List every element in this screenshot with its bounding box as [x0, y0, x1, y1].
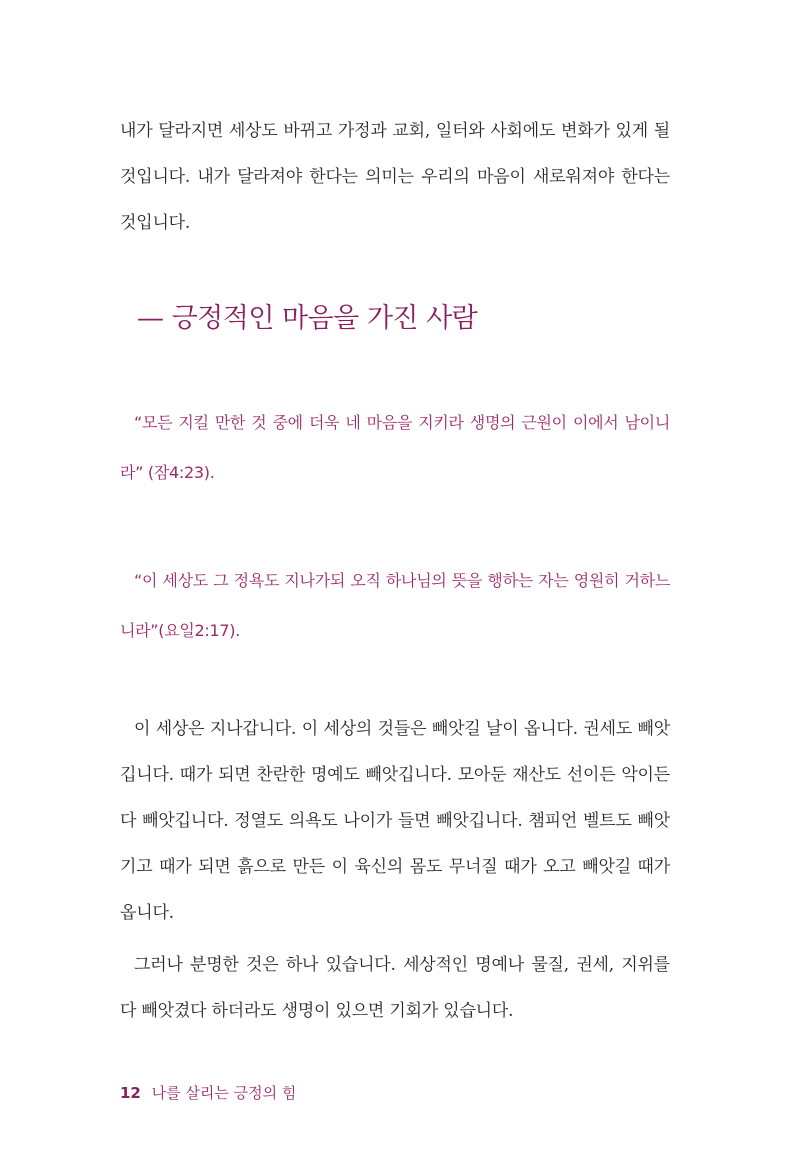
paragraph-2: 이 세상은 지나갑니다. 이 세상의 것들은 빼앗길 날이 옵니다. 권세도 빼앗깁니다. 때가 되면 찬란한 명예도 빼앗깁니다. 모아둔 재산도 선이든 악이든 다 빼앗깁니다. 정열도 의욕도 나이가 들면 빼앗깁니다. 챔피언 벨트도 빼앗기고 때가 되면 흙으로 만든 이 육신의 몸도 무너질 때가 오고 빼앗길 때가 옵니다. — [120, 719, 670, 923]
book-title: 나를 살리는 긍정의 힘 — [151, 1084, 297, 1102]
section-heading: — 긍정적인 마음을 가진 사람 — [137, 303, 478, 334]
scripture-quote-2: “이 세상도 그 정욕도 지나가되 오직 하나님의 뜻을 행하는 자는 영원히 거하느니라”(요일2:17). — [120, 571, 670, 640]
paragraph-1: 내가 달라지면 세상도 바뀌고 가정과 교회, 일터와 사회에도 변화가 있게 될 것입니다. 내가 달라져야 한다는 의미는 우리의 마음이 새로워져야 한다는 것입니다. — [120, 121, 670, 233]
scripture-quote-1: “모든 지킬 만한 것 중에 더욱 네 마음을 지키라 생명의 근원이 이에서 남이니라” (잠4:23). — [120, 413, 670, 482]
paragraph-3: 그러나 분명한 것은 하나 있습니다. 세상적인 명예나 물질, 권세, 지위를 다 빼앗겼다 하더라도 생명이 있으면 기회가 있습니다. — [120, 955, 670, 1021]
page-number: 12 — [120, 1084, 141, 1102]
page-footer — [120, 1082, 296, 1103]
